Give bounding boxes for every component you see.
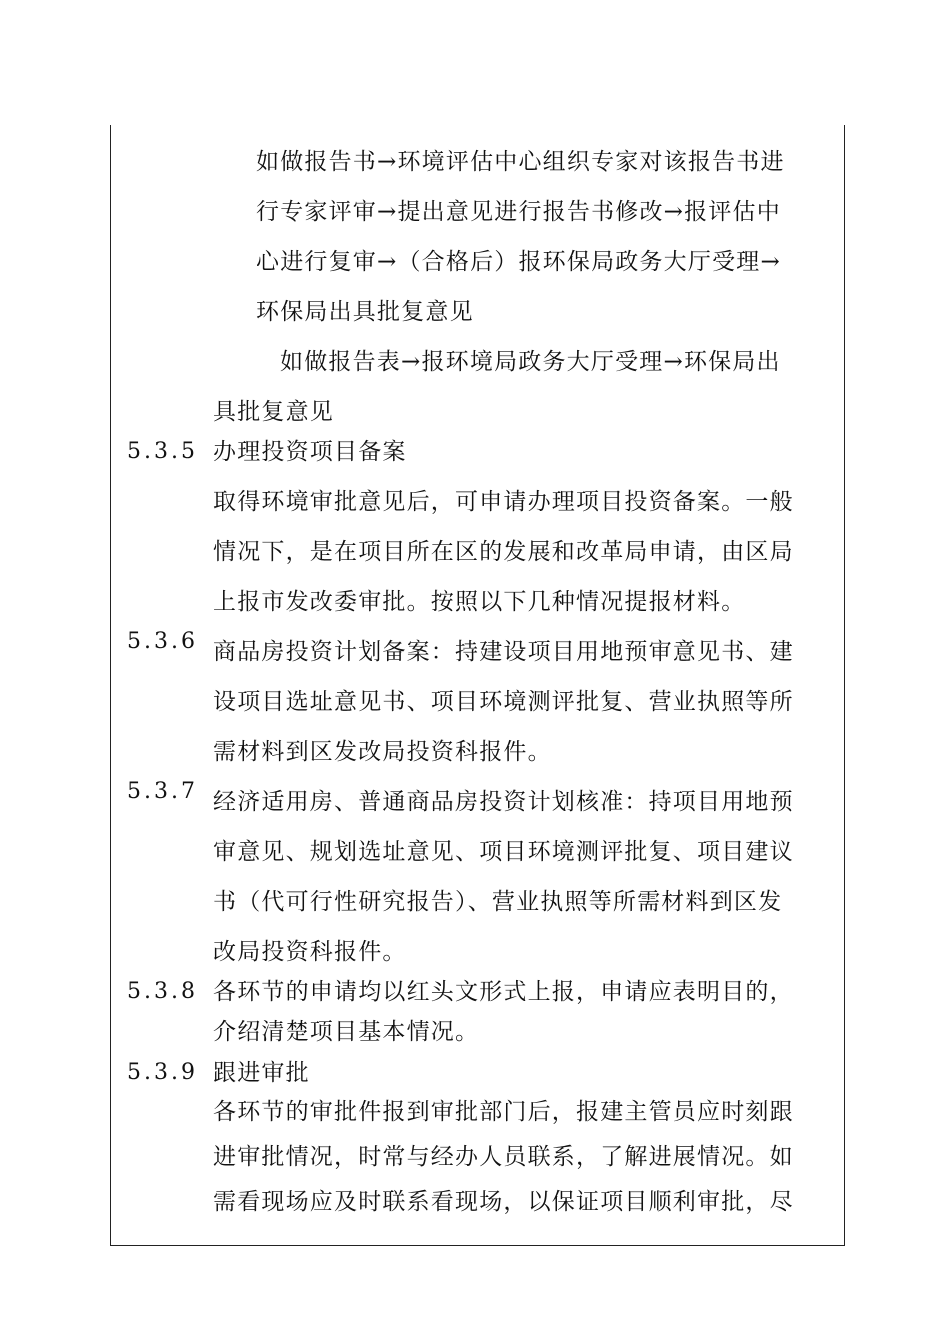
flow-form-line-2: 具批复意见 xyxy=(213,399,334,425)
section-text: 取得环境审批意见后，可申请办理项目投资备案。一般 xyxy=(213,489,794,515)
section-text: 审意见、规划选址意见、项目环境测评批复、项目建议 xyxy=(213,839,794,865)
flow-book-line-1: 如做报告书→环境评估中心组织专家对该报告书进 xyxy=(256,149,785,175)
section-text: 上报市发改委审批。按照以下几种情况提报材料。 xyxy=(213,589,746,615)
flow-form-line-1: 如做报告表→报环境局政务大厅受理→环保局出 xyxy=(280,349,781,375)
section-text: 改局投资科报件。 xyxy=(213,939,407,965)
section-text: 进审批情况，时常与经办人员联系，了解进展情况。如 xyxy=(213,1144,794,1170)
section-text: 需材料到区发改局投资科报件。 xyxy=(213,739,552,765)
flow-book-line-4: 环保局出具批复意见 xyxy=(256,299,474,325)
section-text: 介绍清楚项目基本情况。 xyxy=(213,1019,480,1045)
section-text: 情况下，是在项目所在区的发展和改革局申请，由区局 xyxy=(213,539,794,565)
section-number: 5.3.6 xyxy=(127,629,198,654)
section-text: 商品房投资计划备案：持建设项目用地预审意见书、建 xyxy=(213,639,794,665)
section-text: 设项目选址意见书、项目环境测评批复、营业执照等所 xyxy=(213,689,794,715)
section-text: 需看现场应及时联系看现场，以保证项目顺利审批，尽 xyxy=(213,1189,794,1215)
section-text: 各环节的申请均以红头文形式上报，申请应表明目的， xyxy=(213,979,794,1005)
flow-book-line-2: 行专家评审→提出意见进行报告书修改→报评估中 xyxy=(256,199,781,225)
section-number: 5.3.5 xyxy=(127,439,198,464)
section-number: 5.3.9 xyxy=(127,1060,198,1085)
flow-book-line-3: 心进行复审→（合格后）报环保局政务大厅受理→ xyxy=(256,249,781,275)
section-text: 书（代可行性研究报告）、营业执照等所需材料到区发 xyxy=(213,889,783,915)
section-number: 5.3.8 xyxy=(127,979,198,1004)
section-text: 各环节的审批件报到审批部门后，报建主管员应时刻跟 xyxy=(213,1099,794,1125)
section-heading: 跟进审批 xyxy=(213,1060,310,1086)
section-heading: 办理投资项目备案 xyxy=(213,439,407,465)
section-number: 5.3.7 xyxy=(127,779,198,804)
section-text: 经济适用房、普通商品房投资计划核准：持项目用地预 xyxy=(213,789,794,815)
